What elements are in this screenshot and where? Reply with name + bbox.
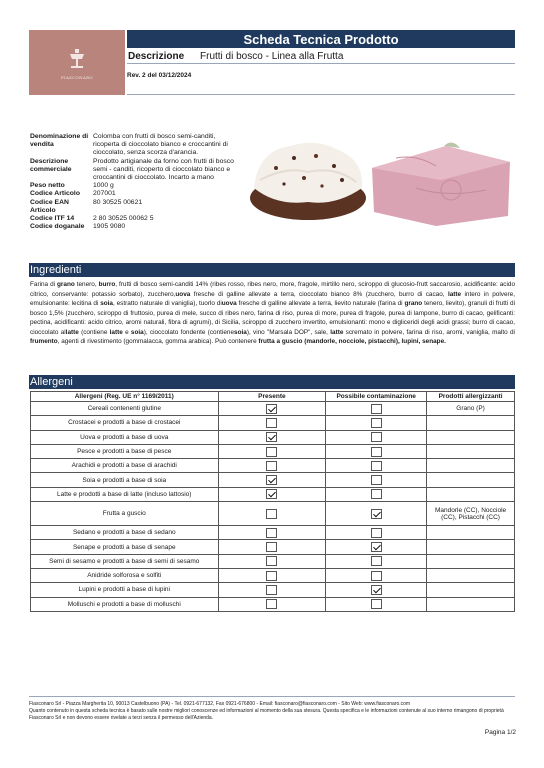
unchecked-checkbox-icon bbox=[266, 461, 277, 471]
allergen-row bbox=[31, 473, 515, 487]
allergen-presente-cell bbox=[218, 473, 326, 487]
allergens-heading: Allergeni bbox=[29, 375, 515, 389]
checked-checkbox-icon bbox=[371, 585, 382, 595]
checked-checkbox-icon bbox=[266, 475, 277, 485]
allergen-row bbox=[31, 416, 515, 430]
allergen-presente-cell bbox=[218, 444, 326, 458]
spec-label: Codice doganale bbox=[30, 223, 85, 231]
spec-value: Colomba con frutti di bosco semi-canditi, ricoperta di cioccolato bianco e croccantini di cioccolato, senza scorza d'arancia. bbox=[93, 133, 228, 157]
allergen-name: Uova e prodotti a base di uova bbox=[31, 430, 219, 444]
spec-value: 1905 9080 bbox=[93, 223, 126, 231]
allergen-possibile-cell bbox=[326, 597, 427, 611]
allergen-products: Mandorle (CC), Nocciole (CC), Pistacchi (CC) bbox=[427, 502, 515, 526]
allergen-row bbox=[31, 444, 515, 458]
allergen-presente-cell bbox=[218, 597, 326, 611]
checked-checkbox-icon bbox=[266, 404, 277, 414]
spec-label: Peso netto bbox=[30, 182, 65, 190]
col-prodotti: Prodotti allergizzanti bbox=[427, 392, 515, 402]
allergen-name: Pesce e prodotti a base di pesce bbox=[31, 444, 219, 458]
allergen-row bbox=[31, 430, 515, 444]
spec-row-peso bbox=[30, 182, 243, 190]
checked-checkbox-icon bbox=[371, 509, 382, 519]
spec-row-ean bbox=[30, 199, 243, 215]
unchecked-checkbox-icon bbox=[371, 461, 382, 471]
unchecked-checkbox-icon bbox=[371, 432, 382, 442]
allergen-row bbox=[31, 459, 515, 473]
allergen-possibile-cell bbox=[326, 473, 427, 487]
unchecked-checkbox-icon bbox=[371, 418, 382, 428]
unchecked-checkbox-icon bbox=[266, 528, 277, 538]
spec-value: 207001 bbox=[93, 190, 116, 198]
allergen-name: Crostacei e prodotti a base di crostacei bbox=[31, 416, 219, 430]
allergen-presente-cell bbox=[218, 502, 326, 526]
spec-label: Denominazione di vendita bbox=[30, 133, 89, 149]
allergen-products: Grano (P) bbox=[427, 402, 515, 416]
cake-stand-icon bbox=[64, 46, 90, 72]
allergen-presente-cell bbox=[218, 402, 326, 416]
allergen-products bbox=[427, 430, 515, 444]
allergen-name: Senape e prodotti a base di senape bbox=[31, 540, 219, 554]
spec-row-itf bbox=[30, 215, 243, 223]
footer-contact: Fiasconaro Srl - Piazza Margherita 10, 90013 Castelbuono (PA) - Tel. 0921-677132, Fax 0921-676800 - Email: fiasconaro@fiasconaro.com - Sito Web: www.fiasconaro.com bbox=[29, 701, 411, 707]
allergen-name: Lupini e prodotti a base di lupini bbox=[31, 583, 219, 597]
checked-checkbox-icon bbox=[266, 489, 277, 499]
allergen-name: Latte e prodotti a base di latte (incluso lattosio) bbox=[31, 487, 219, 501]
spec-row-doganale bbox=[30, 223, 243, 231]
allergen-products bbox=[427, 583, 515, 597]
unchecked-checkbox-icon bbox=[266, 418, 277, 428]
allergen-products bbox=[427, 459, 515, 473]
ingredients-heading: Ingredienti bbox=[29, 263, 515, 277]
allergen-row bbox=[31, 597, 515, 611]
allergen-products bbox=[427, 444, 515, 458]
footer-disclaimer: Quanto contenuto in questa scheda tecnica è basato sulle nostre migliori conoscenze ed informazioni al momento della sua stesura. Questa specifica e le informazioni contenute al suo interno rimangono di proprietà Fiasconaro Srl e non devono essere rivelate a terzi senza il permesso dell'Azienda. bbox=[29, 708, 504, 721]
spec-value: Prodotto artigianale da forno con frutti di bosco semi - canditi, ricoperto di cioccolato bianco e croccantini di cioccolato. Incarto a mano bbox=[93, 157, 234, 182]
allergen-possibile-cell bbox=[326, 554, 427, 568]
allergen-name: Sedano e prodotti a base di sedano bbox=[31, 526, 219, 540]
spec-label: Codice EAN Articolo bbox=[30, 198, 69, 214]
unchecked-checkbox-icon bbox=[371, 571, 382, 581]
allergen-name: Semi di sesamo e prodotti a base di semi di sesamo bbox=[31, 554, 219, 568]
allergen-row bbox=[31, 402, 515, 416]
allergen-name: Frutta a guscio bbox=[31, 502, 219, 526]
allergen-row bbox=[31, 554, 515, 568]
spec-value: 80 30525 00621 bbox=[93, 198, 143, 206]
allergen-presente-cell bbox=[218, 416, 326, 430]
gift-package-image bbox=[372, 142, 510, 226]
allergen-products bbox=[427, 554, 515, 568]
allergen-presente-cell bbox=[218, 583, 326, 597]
spec-row-articolo bbox=[30, 190, 243, 198]
spec-label: Codice ITF 14 bbox=[30, 215, 75, 223]
unchecked-checkbox-icon bbox=[371, 599, 382, 609]
allergen-name: Arachidi e prodotti a base di arachidi bbox=[31, 459, 219, 473]
document-title: Scheda Tecnica Prodotto bbox=[127, 30, 515, 48]
allergen-row bbox=[31, 583, 515, 597]
unchecked-checkbox-icon bbox=[266, 509, 277, 519]
ingredients-text: Farina di grano tenero, burro, frutti di bosco semi-canditi 14% (ribes rosso, ribes nero, more, fragole, mirtillo nero, sciroppo di glucosio-frutt saccarosio, acidificante: acido citrico, conservante: potassio sorbato), zucchero,uova fresche di galline allevate a terra, cioccolato bianco 8% (zucchero, burro di cacao, latte intero in polvere, emulsionante: lecitina di soia, estratto naturale di vaniglia), tuorlo diuova fresche di galline allevate a terra, lievito naturale (farina di grano tenero, lievito), granuli di frutti di bosco 1,5% (zucchero, sciroppo di fruttosio, purea di mele, succo di ribes nero, farina di riso, purea di more, purea di fragole, purea di lampone, burro di cacao, gelificanti: pectina, acidificanti: acido citrico, aromi naturali, fibra di agrumi), di Sicilia, sciroppo di zucchero invertito, emulsionanti: mono e digliceridi degli acidi grassi; burro di cacao, cioccolato allatte (contiene latte e soia), cioccolato fondente (contienesoia), vino "Marsala DOP", sale, latte scremato in polvere, farina di riso, aromi, vaniglia, malto di frumento, agenti di rivestimento (gommalacca, gomma arabica). Può contenere frutta a guscio (mandorle, nocciole, pistacchi), lupini, senape. bbox=[30, 281, 516, 345]
unchecked-checkbox-icon bbox=[371, 447, 382, 457]
allergen-products bbox=[427, 487, 515, 501]
spec-value: 1000 g bbox=[93, 182, 114, 190]
description-label: Descrizione bbox=[128, 50, 185, 62]
allergen-possibile-cell bbox=[326, 568, 427, 582]
allergen-row bbox=[31, 540, 515, 554]
allergen-products bbox=[427, 416, 515, 430]
allergens-table bbox=[30, 391, 515, 612]
allergen-name: Cereali contenenti glutine bbox=[31, 402, 219, 416]
allergen-name: Molluschi e prodotti a base di molluschi bbox=[31, 597, 219, 611]
revision-label: Rev. 2 del 03/12/2024 bbox=[127, 72, 192, 79]
unchecked-checkbox-icon bbox=[266, 599, 277, 609]
allergen-presente-cell bbox=[218, 540, 326, 554]
allergen-possibile-cell bbox=[326, 402, 427, 416]
unchecked-checkbox-icon bbox=[371, 404, 382, 414]
allergen-presente-cell bbox=[218, 568, 326, 582]
allergen-products bbox=[427, 473, 515, 487]
description-row bbox=[127, 49, 515, 64]
checked-checkbox-icon bbox=[266, 432, 277, 442]
spec-label: Codice Articolo bbox=[30, 190, 80, 198]
company-logo bbox=[29, 30, 125, 95]
unchecked-checkbox-icon bbox=[371, 528, 382, 538]
allergens-header-row bbox=[31, 392, 515, 402]
unchecked-checkbox-icon bbox=[266, 556, 277, 566]
allergen-possibile-cell bbox=[326, 526, 427, 540]
spec-row-descrizione bbox=[30, 158, 243, 183]
unchecked-checkbox-icon bbox=[266, 447, 277, 457]
spec-label: Descrizione commerciale bbox=[30, 157, 72, 173]
unchecked-checkbox-icon bbox=[266, 585, 277, 595]
allergen-presente-cell bbox=[218, 526, 326, 540]
col-presente: Presente bbox=[218, 392, 326, 402]
logo-text: FIASCONARO bbox=[60, 74, 93, 80]
description-value: Frutti di bosco - Linea alla Frutta bbox=[200, 50, 344, 62]
allergen-row bbox=[31, 502, 515, 526]
spec-row-denominazione bbox=[30, 133, 243, 158]
allergen-name: Soia e prodotti a base di soia bbox=[31, 473, 219, 487]
unchecked-checkbox-icon bbox=[371, 556, 382, 566]
unchecked-checkbox-icon bbox=[266, 571, 277, 581]
allergen-possibile-cell bbox=[326, 540, 427, 554]
unchecked-checkbox-icon bbox=[266, 542, 277, 552]
allergen-possibile-cell bbox=[326, 459, 427, 473]
allergen-possibile-cell bbox=[326, 416, 427, 430]
allergen-presente-cell bbox=[218, 554, 326, 568]
allergen-possibile-cell bbox=[326, 583, 427, 597]
unchecked-checkbox-icon bbox=[371, 489, 382, 499]
allergen-row bbox=[31, 568, 515, 582]
allergen-row bbox=[31, 487, 515, 501]
allergen-presente-cell bbox=[218, 459, 326, 473]
footer bbox=[29, 701, 517, 722]
unchecked-checkbox-icon bbox=[371, 475, 382, 485]
col-possibile: Possibile contaminazione bbox=[326, 392, 427, 402]
product-spec bbox=[30, 133, 243, 231]
page-number: Pagina 1/2 bbox=[484, 729, 516, 736]
allergen-products bbox=[427, 540, 515, 554]
product-photos bbox=[246, 128, 517, 228]
allergen-name: Anidride solforosa e solfiti bbox=[31, 568, 219, 582]
checked-checkbox-icon bbox=[371, 542, 382, 552]
allergen-presente-cell bbox=[218, 430, 326, 444]
spec-value: 2 80 30525 00062 5 bbox=[93, 215, 154, 223]
allergen-possibile-cell bbox=[326, 444, 427, 458]
header-divider bbox=[127, 94, 515, 95]
allergen-products bbox=[427, 568, 515, 582]
allergen-possibile-cell bbox=[326, 430, 427, 444]
col-allergen: Allergeni (Reg. UE n° 1169/2011) bbox=[31, 392, 219, 402]
allergen-products bbox=[427, 526, 515, 540]
footer-divider bbox=[29, 696, 515, 697]
colomba-cake-image bbox=[250, 143, 366, 220]
allergen-possibile-cell bbox=[326, 502, 427, 526]
allergen-products bbox=[427, 597, 515, 611]
allergen-possibile-cell bbox=[326, 487, 427, 501]
allergen-row bbox=[31, 526, 515, 540]
allergen-presente-cell bbox=[218, 487, 326, 501]
